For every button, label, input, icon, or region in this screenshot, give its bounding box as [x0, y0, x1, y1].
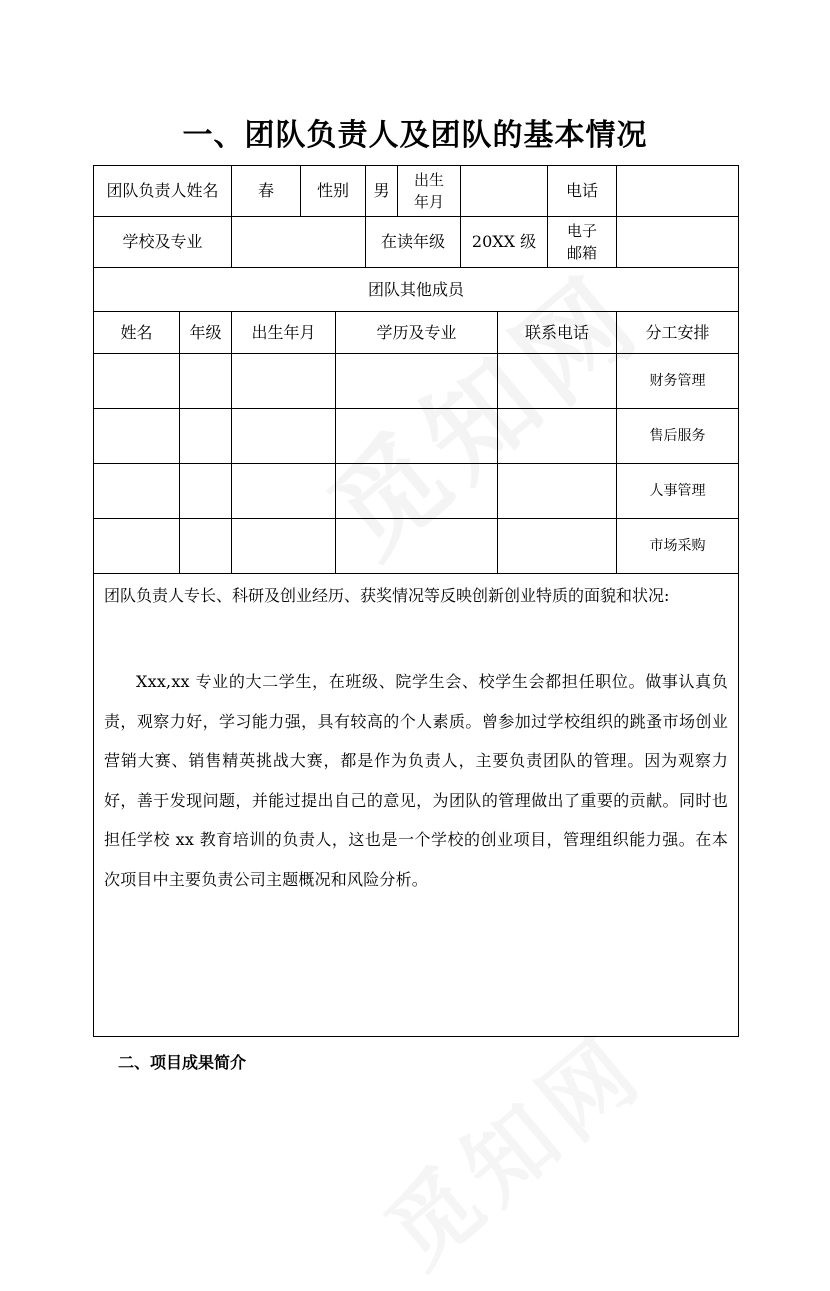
member-grade[interactable]: [180, 519, 232, 574]
table-row: [94, 519, 739, 574]
member-phone[interactable]: [498, 519, 617, 574]
member-name[interactable]: [94, 464, 180, 519]
member-role: 售后服务: [617, 409, 739, 464]
member-birth[interactable]: [232, 519, 336, 574]
email-label-line1: 电子: [567, 222, 598, 240]
member-role: 人事管理: [617, 464, 739, 519]
section-heading: 二、项目成果简介: [118, 1053, 247, 1072]
email-label: [548, 217, 617, 268]
gender-value[interactable]: 男: [366, 166, 398, 217]
col-header-grade: 年级: [180, 312, 232, 354]
member-education[interactable]: [336, 464, 498, 519]
member-education[interactable]: [336, 519, 498, 574]
member-name[interactable]: [94, 519, 180, 574]
member-phone[interactable]: [498, 354, 617, 409]
leader-name-label: 团队负责人姓名: [94, 166, 232, 217]
leader-profile-cell: [94, 574, 739, 1037]
grade-value[interactable]: 20XX 级: [461, 217, 548, 268]
member-birth[interactable]: [232, 464, 336, 519]
member-grade[interactable]: [180, 354, 232, 409]
member-role: 市场采购: [617, 519, 739, 574]
member-grade[interactable]: [180, 464, 232, 519]
email-label-line2: 邮箱: [567, 244, 598, 262]
phone-value[interactable]: [617, 166, 739, 217]
school-value[interactable]: [232, 217, 366, 268]
col-header-education: 学历及专业: [336, 312, 498, 354]
member-birth[interactable]: [232, 354, 336, 409]
birth-value[interactable]: [461, 166, 548, 217]
member-birth[interactable]: [232, 409, 336, 464]
profile-text[interactable]: Xxx,xx 专业的大二学生，在班级、院学生会、校学生会都担任职位。做事认真负责，观察力好，学习能力强，具有较高的个人素质。曾参加过学校组织的跳蚤市场创业营销大赛、销售精英挑战大赛，都是作为负责人，主要负责团队的管理。因为观察力好，善于发现问题，并能过提出自己的意见，为团队的管理做出了重要的贡献。同时也担任学校 xx 教育培训的负责人，这也是一个学校的创业项目，管理组织能力强。在本次项目中主要负责公司主题概况和风险分析。: [104, 672, 729, 889]
birth-label-line1: 出生: [414, 171, 445, 189]
profile-prompt: 团队负责人专长、科研及创业经历、获奖情况等反映创新创业特质的面貌和状况:: [104, 586, 670, 605]
grade-label: 在读年级: [366, 217, 461, 268]
table-row: [94, 409, 739, 464]
member-education[interactable]: [336, 354, 498, 409]
page-title: 一、团队负责人及团队的基本情况: [182, 118, 648, 153]
member-role: 财务管理: [617, 354, 739, 409]
member-name[interactable]: [94, 409, 180, 464]
member-grade[interactable]: [180, 409, 232, 464]
watermark: [353, 999, 666, 1291]
table-row: [94, 464, 739, 519]
col-header-birth: 出生年月: [232, 312, 336, 354]
leader-name-value[interactable]: 春: [232, 166, 301, 217]
table-row: [94, 354, 739, 409]
col-header-role: 分工安排: [617, 312, 739, 354]
col-header-name: 姓名: [94, 312, 180, 354]
email-value[interactable]: [617, 217, 739, 268]
member-phone[interactable]: [498, 409, 617, 464]
members-heading: 团队其他成员: [94, 268, 739, 312]
member-phone[interactable]: [498, 464, 617, 519]
school-label: 学校及专业: [94, 217, 232, 268]
gender-label: 性别: [301, 166, 366, 217]
col-header-phone: 联系电话: [498, 312, 617, 354]
phone-label: 电话: [548, 166, 617, 217]
birth-label-line2: 年月: [414, 193, 445, 211]
member-education[interactable]: [336, 409, 498, 464]
team-info-table: [93, 165, 739, 1037]
birth-label: [398, 166, 461, 217]
member-name[interactable]: [94, 354, 180, 409]
